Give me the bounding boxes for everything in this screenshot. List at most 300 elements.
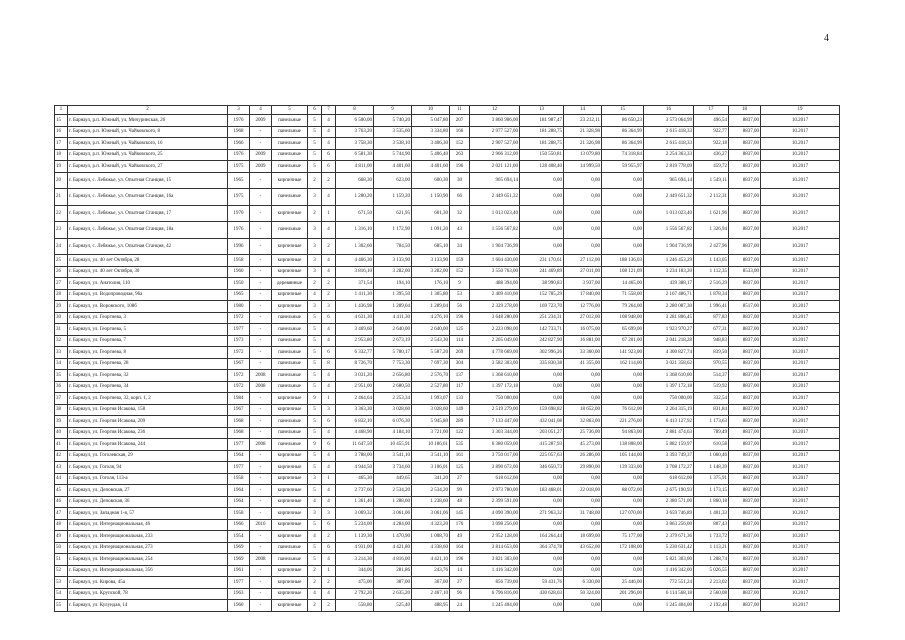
table-cell: 0,00 <box>520 519 564 531</box>
table-cell: 2 560,08 <box>694 588 729 600</box>
table-cell: 1976 <box>228 149 250 161</box>
table-cell: 2 329 278,00 <box>470 301 520 313</box>
table-cell: 5 587,20 <box>412 347 450 359</box>
table-cell: панельные <box>272 358 308 370</box>
table-cell: 10.2017 <box>761 427 840 439</box>
table-cell: 27 011,00 <box>564 266 602 278</box>
address-cell: г. Барнаул, ул. Кулундая, 14 <box>68 600 228 612</box>
table-cell: 0,00 <box>564 393 602 405</box>
table-cell: 3 535,60 <box>374 126 412 138</box>
table-cell: 2 223 098,00 <box>470 324 520 336</box>
table-cell: 2 264 315,19 <box>644 404 694 416</box>
table-cell: панельные <box>272 161 308 173</box>
table-cell: 2 527,80 <box>412 381 450 393</box>
table-cell: 3 816,10 <box>336 266 374 278</box>
table-cell: панельные <box>272 427 308 439</box>
table-cell: 789,49 <box>694 427 729 439</box>
table-cell: 1 013 023,40 <box>644 205 694 222</box>
table-cell: 5 <box>308 554 322 566</box>
table-cell: кирпичные <box>272 301 308 313</box>
table-cell: 1954 <box>228 531 250 543</box>
table-cell: 24 <box>450 600 470 612</box>
table-cell: 1977 <box>228 324 250 336</box>
address-cell: г. Барнаул, ул. Крупской, 78 <box>68 588 228 600</box>
table-cell: 9 <box>308 439 322 451</box>
table-cell: 3 469,60 <box>336 324 374 336</box>
table-cell: 387,00 <box>374 577 412 589</box>
table-cell: 4 631,30 <box>336 312 374 324</box>
table-cell: кирпичные <box>272 266 308 278</box>
table-cell: 1 <box>322 473 336 485</box>
table-cell: 772 551,24 <box>644 577 694 589</box>
table-cell: 1977 <box>228 462 250 474</box>
table-cell: 8837,00 <box>729 439 761 451</box>
row-number-cell: 52 <box>55 565 68 577</box>
table-cell: 3 282,00 <box>412 266 450 278</box>
row-number-cell: 34 <box>55 358 68 370</box>
table-cell: 4 421,10 <box>412 554 450 566</box>
table-cell: 8837,00 <box>729 370 761 382</box>
row-number-cell: 42 <box>55 450 68 462</box>
table-cell: 1 368 610,00 <box>470 370 520 382</box>
table-cell: 2 534,20 <box>374 485 412 497</box>
table-cell: 2010 <box>250 519 272 531</box>
table-cell: 17 840,00 <box>564 289 602 301</box>
table-cell: 196 <box>450 161 470 173</box>
table-cell: 3 648 280,00 <box>470 312 520 324</box>
table-cell: 4 <box>322 496 336 508</box>
table-cell: панельные <box>272 347 308 359</box>
table-cell: 10.2017 <box>761 126 840 138</box>
table-cell: 79 264,00 <box>602 301 644 313</box>
table-cell: 4 323,20 <box>412 519 450 531</box>
table-cell: 4 401,60 <box>412 161 450 173</box>
table-cell: 8837,00 <box>729 508 761 520</box>
table-cell: 2 576,70 <box>412 370 450 382</box>
table-cell: 1966 <box>228 138 250 150</box>
table-cell: 2 449 651,32 <box>470 189 520 206</box>
table-cell: 2 112,31 <box>694 189 729 206</box>
table-cell: 4 <box>322 462 336 474</box>
table-cell: 304 <box>450 358 470 370</box>
row-number-cell: 27 <box>55 278 68 290</box>
table-cell: 23 212,11 <box>564 115 602 127</box>
table-cell: 0,00 <box>520 381 564 393</box>
table-cell: 0,00 <box>602 205 644 222</box>
table-cell: - <box>250 278 272 290</box>
table-cell: 21 326,98 <box>564 138 602 150</box>
table-cell: панельные <box>272 115 308 127</box>
table-cell: 10.2017 <box>761 138 840 150</box>
table-cell: - <box>250 255 272 267</box>
table-cell: 1968 <box>228 416 250 428</box>
row-number-cell: 51 <box>55 554 68 566</box>
table-cell: 0,00 <box>564 172 602 189</box>
table-cell: 3 937,00 <box>564 278 602 290</box>
address-cell: г. Барнаул, ул. Интернациональная, 46 <box>68 519 228 531</box>
table-cell: 10.2017 <box>761 588 840 600</box>
table-cell: 10.2017 <box>761 565 840 577</box>
table-cell: 2 399 591,00 <box>470 496 520 508</box>
table-cell: 4 811,00 <box>336 161 374 173</box>
table-cell: 25 446,00 <box>602 577 644 589</box>
row-number-cell: 33 <box>55 347 68 359</box>
table-cell: 10.2017 <box>761 289 840 301</box>
row-number-cell: 44 <box>55 473 68 485</box>
table-cell: 0,00 <box>602 189 644 206</box>
table-cell: 8837,00 <box>729 473 761 485</box>
table-cell: панельные <box>272 138 308 150</box>
table-cell: - <box>250 222 272 239</box>
table-cell: 4 <box>308 289 322 301</box>
table-cell: 10.2017 <box>761 222 840 239</box>
table-cell: 183 468,01 <box>520 485 564 497</box>
table-cell: 231 170,61 <box>520 255 564 267</box>
table-row <box>55 115 840 127</box>
table-cell: 196 <box>450 312 470 324</box>
table-cell: 2 <box>308 577 322 589</box>
table-cell: 475,00 <box>336 577 374 589</box>
address-cell: г. Барнаул, ул. Гоголевская, 29 <box>68 450 228 462</box>
table-cell: кирпичные <box>272 450 308 462</box>
table-cell: 856 739,00 <box>470 577 520 589</box>
table-cell: 2 409 410,00 <box>470 289 520 301</box>
table-cell: 5 <box>308 126 322 138</box>
address-cell: г. Барнаул, ул. Георгиева, 7 <box>68 335 228 347</box>
table-cell: 3 750 017,00 <box>470 450 520 462</box>
table-cell: 2 <box>322 289 336 301</box>
table-cell: 1 395,50 <box>374 289 412 301</box>
table-cell: 1 993,07 <box>412 393 450 405</box>
table-cell: 2 <box>322 238 336 255</box>
table-cell: 10.2017 <box>761 462 840 474</box>
table-cell: 0,00 <box>602 222 644 239</box>
table-cell: 2 427,96 <box>694 238 729 255</box>
table-cell: 4 <box>322 554 336 566</box>
table-cell: 8837,00 <box>729 238 761 255</box>
table-cell: 43 652,00 <box>564 542 602 554</box>
table-cell: 0,00 <box>520 473 564 485</box>
table-cell: 600,30 <box>412 172 450 189</box>
table-cell: 56 <box>450 301 470 313</box>
table-cell: 1 904 736,99 <box>644 238 694 255</box>
table-row <box>55 450 840 462</box>
address-cell: г. Барнаул, ул. Западная 1-я, 57 <box>68 508 228 520</box>
table-cell: 5 <box>308 462 322 474</box>
table-cell: 4 466,30 <box>336 255 374 267</box>
table-cell: 2 <box>308 565 322 577</box>
table-cell: 10.2017 <box>761 266 840 278</box>
table-cell: 8837,00 <box>729 588 761 600</box>
table-cell: 8837,00 <box>729 161 761 173</box>
table-row <box>55 312 840 324</box>
table-cell: 8 726,70 <box>336 358 374 370</box>
table-cell: кирпичные <box>272 508 308 520</box>
table-cell: 1965 <box>228 289 250 301</box>
table-cell: панельные <box>272 554 308 566</box>
table-cell: - <box>250 126 272 138</box>
table-cell: 3 860 906,00 <box>470 115 520 127</box>
table-cell: 10.2017 <box>761 370 840 382</box>
table-cell: 10.2017 <box>761 347 840 359</box>
address-cell: г. Барнаул, ул. Деповская, 36 <box>68 496 228 508</box>
table-cell: 243,76 <box>412 565 450 577</box>
table-cell: 2 <box>308 205 322 222</box>
table-cell: - <box>250 577 272 589</box>
table-cell: 1996 <box>228 238 250 255</box>
table-cell: 10.2017 <box>761 255 840 267</box>
table-cell: 6 114 568,18 <box>644 588 694 600</box>
table-cell: 3 303 344,00 <box>470 427 520 439</box>
table-cell: 10.2017 <box>761 531 840 543</box>
table-cell: 99 <box>450 485 470 497</box>
table-cell: 8837,00 <box>729 172 761 189</box>
table-cell: 0,00 <box>602 600 644 612</box>
table-cell: 618 612,00 <box>470 473 520 485</box>
table-cell: 1969 <box>228 554 250 566</box>
row-number-cell: 41 <box>55 439 68 451</box>
table-cell: 0,00 <box>564 370 602 382</box>
table-cell: 4 276,10 <box>412 312 450 324</box>
table-cell: 8837,00 <box>729 496 761 508</box>
table-cell: 2 680,50 <box>374 381 412 393</box>
row-number-cell: 38 <box>55 404 68 416</box>
table-cell: 8837,00 <box>729 542 761 554</box>
table-cell: 2 021 121,00 <box>470 161 520 173</box>
column-number-cell: 7 <box>322 106 336 115</box>
table-cell: 6 332,77 <box>336 347 374 359</box>
table-cell: - <box>250 138 272 150</box>
table-cell: 30 <box>450 172 470 189</box>
table-cell: 76 612,00 <box>602 404 644 416</box>
column-number-cell: 18 <box>729 106 761 115</box>
table-row <box>55 381 840 393</box>
table-cell: 194,10 <box>374 278 412 290</box>
table-row <box>55 289 840 301</box>
table-cell: панельные <box>272 312 308 324</box>
table-cell: 3 133,90 <box>374 255 412 267</box>
table-cell: 8837,00 <box>729 312 761 324</box>
address-cell: г. Барнаул, р.п. Южный, ул. Чайковского, 8 <box>68 126 228 138</box>
table-cell: 2 534,20 <box>412 485 450 497</box>
table-cell: 2 966 312,00 <box>470 149 520 161</box>
table-cell: 831,84 <box>694 404 729 416</box>
table-cell: 2 167 486,71 <box>644 289 694 301</box>
table-cell: 10.2017 <box>761 473 840 485</box>
table-cell: кирпичные <box>272 485 308 497</box>
table-cell: панельные <box>272 439 308 451</box>
table-cell: 3 <box>308 266 322 278</box>
table-row <box>55 393 840 405</box>
table-cell: 0,00 <box>564 381 602 393</box>
column-number-cell: 16 <box>644 106 694 115</box>
table-cell: панельные <box>272 189 308 206</box>
table-cell: 3 021 358,62 <box>644 358 694 370</box>
table-cell: 6 330,00 <box>564 577 602 589</box>
column-number-cell: 5 <box>272 106 308 115</box>
table-cell: 1964 <box>228 450 250 462</box>
table-cell: 4 <box>322 370 336 382</box>
table-cell: 3 028,60 <box>412 404 450 416</box>
table-cell: кирпичные <box>272 255 308 267</box>
table-cell: 525,40 <box>374 600 412 612</box>
table-cell: кирпичные <box>272 588 308 600</box>
table-cell: 7 133 447,00 <box>470 416 520 428</box>
table-row <box>55 358 840 370</box>
table-cell: 5 945,80 <box>412 416 450 428</box>
table-cell: 125 <box>450 324 470 336</box>
table-cell: 302 996,26 <box>520 347 564 359</box>
address-cell: г. Барнаул, ул. Георгия Исакова, 209 <box>68 416 228 428</box>
table-cell: 10.2017 <box>761 554 840 566</box>
table-cell: 5 <box>308 416 322 428</box>
column-number-cell: 9 <box>374 106 412 115</box>
table-cell: 5 <box>308 370 322 382</box>
table-cell: 1 289,04 <box>412 301 450 313</box>
table-cell: - <box>250 358 272 370</box>
table-cell: 6 <box>322 542 336 554</box>
table-cell: 3 734,60 <box>374 462 412 474</box>
table-cell: 3 214,30 <box>336 554 374 566</box>
table-cell: 750 000,00 <box>644 393 694 405</box>
table-cell: 12 776,00 <box>564 301 602 313</box>
table-row <box>55 542 840 554</box>
table-cell: 2009 <box>250 149 272 161</box>
table-cell: 4 090 390,00 <box>470 508 520 520</box>
table-cell: 5 780,17 <box>374 347 412 359</box>
table-cell: 1 148,39 <box>694 462 729 474</box>
table-cell: 1963 <box>228 588 250 600</box>
table-cell: 8837,00 <box>729 278 761 290</box>
table-cell: 332,54 <box>694 393 729 405</box>
table-cell: 27 112,00 <box>564 255 602 267</box>
table-cell: 5 <box>308 450 322 462</box>
table-cell: 3 708 172,27 <box>644 462 694 474</box>
table-cell: 59 955,97 <box>602 161 644 173</box>
table-cell: 8837,00 <box>729 554 761 566</box>
table-cell: 3 069,32 <box>336 508 374 520</box>
table-cell: 1960 <box>228 600 250 612</box>
table-cell: 176,10 <box>412 278 450 290</box>
column-number-cell: 19 <box>761 106 840 115</box>
table-cell: 3 <box>308 508 322 520</box>
table-cell: 4 401,60 <box>374 161 412 173</box>
table-cell: 2 254 363,33 <box>644 149 694 161</box>
table-cell: 1966 <box>228 519 250 531</box>
table-cell: 3 281 806,45 <box>644 312 694 324</box>
table-cell: 341,20 <box>412 473 450 485</box>
table-cell: 128 408,40 <box>520 161 564 173</box>
table-cell: 1 860,18 <box>694 496 729 508</box>
table-cell: 496,54 <box>694 115 729 127</box>
table-cell: 2 881 474,63 <box>644 427 694 439</box>
table-cell: 2 464,64 <box>336 393 374 405</box>
table-cell: 10.2017 <box>761 324 840 336</box>
address-cell: г. Барнаул, ул. Интернациональная, 273 <box>68 542 228 554</box>
table-cell: 172 108,00 <box>602 542 644 554</box>
table-cell: 10.2017 <box>761 115 840 127</box>
address-cell: г. Барнаул, ул. Георгиева, 5 <box>68 324 228 336</box>
row-number-cell: 25 <box>55 255 68 267</box>
table-cell: 201 296,00 <box>602 588 644 600</box>
table-cell: 0,00 <box>564 519 602 531</box>
table-cell: 162 114,00 <box>602 358 644 370</box>
column-number-cell: 3 <box>228 106 250 115</box>
column-number-cell: 13 <box>520 106 564 115</box>
address-cell: г. Барнаул, с. Лебяжье, ул. Опытная Станция, 18а <box>68 222 228 239</box>
table-cell: 535 <box>450 439 470 451</box>
table-cell: 6 581,30 <box>336 149 374 161</box>
table-cell: 8517,00 <box>729 301 761 313</box>
table-cell: 2009 <box>250 115 272 127</box>
table-cell: 4 778 669,00 <box>470 347 520 359</box>
table-cell: 10.2017 <box>761 519 840 531</box>
table-cell: 8837,00 <box>729 427 761 439</box>
table-cell: 225 057,63 <box>520 450 564 462</box>
table-cell: 31 748,00 <box>564 508 602 520</box>
table-cell: 161 <box>450 450 470 462</box>
table-cell: - <box>250 565 272 577</box>
table-cell: 367,00 <box>412 577 450 589</box>
table-row <box>55 335 840 347</box>
table-cell: 4 <box>322 588 336 600</box>
address-cell: г. Барнаул, с. Лебяжье, ул. Опытная Станция, 17 <box>68 205 228 222</box>
table-cell: 3 133,90 <box>412 255 450 267</box>
table-cell: 4 <box>322 222 336 239</box>
table-cell: 8837,00 <box>729 335 761 347</box>
table-cell: 16 881,00 <box>564 335 602 347</box>
row-number-cell: 50 <box>55 542 68 554</box>
table-cell: 108 948,00 <box>602 312 644 324</box>
table-cell: 14 <box>450 565 470 577</box>
table-cell: 1970 <box>228 205 250 222</box>
table-cell: 1 245 404,00 <box>644 600 694 612</box>
table-cell: кирпичные <box>272 205 308 222</box>
table-cell: 2 640,00 <box>374 324 412 336</box>
table-cell: 2 907 527,00 <box>470 138 520 150</box>
table-row <box>55 427 840 439</box>
table-cell: 2 615 418,33 <box>644 126 694 138</box>
table-cell: 269 <box>450 347 470 359</box>
table-cell: 133 <box>450 393 470 405</box>
table-cell: 3 788,00 <box>336 450 374 462</box>
table-cell: 558,80 <box>336 600 374 612</box>
table-cell: 1968 <box>228 427 250 439</box>
table-cell: 2 635,20 <box>374 588 412 600</box>
table-cell: 1 <box>322 205 336 222</box>
table-cell: 8837,00 <box>729 358 761 370</box>
table-cell: 1 <box>322 393 336 405</box>
table-cell: кирпичные <box>272 565 308 577</box>
table-cell: 32 863,00 <box>564 416 602 428</box>
table-cell: 10.2017 <box>761 149 840 161</box>
table-cell: 784,50 <box>374 238 412 255</box>
table-cell: 8837,00 <box>729 138 761 150</box>
table-cell: 1 159,20 <box>374 189 412 206</box>
column-number-cell: 2 <box>68 106 228 115</box>
row-number-cell: 40 <box>55 427 68 439</box>
table-cell: 10.2017 <box>761 542 840 554</box>
table-cell: - <box>250 485 272 497</box>
table-cell: 346 650,73 <box>520 462 564 474</box>
table-cell: 0,00 <box>602 393 644 405</box>
table-cell: 1961 <box>228 565 250 577</box>
table-cell: 1972 <box>228 381 250 393</box>
table-cell: 86 364,99 <box>602 138 644 150</box>
address-cell: г. Барнаул, ул. 40 лет Октября, 28 <box>68 255 228 267</box>
table-cell: 3 363,30 <box>336 404 374 416</box>
table-cell: 1980 <box>228 301 250 313</box>
